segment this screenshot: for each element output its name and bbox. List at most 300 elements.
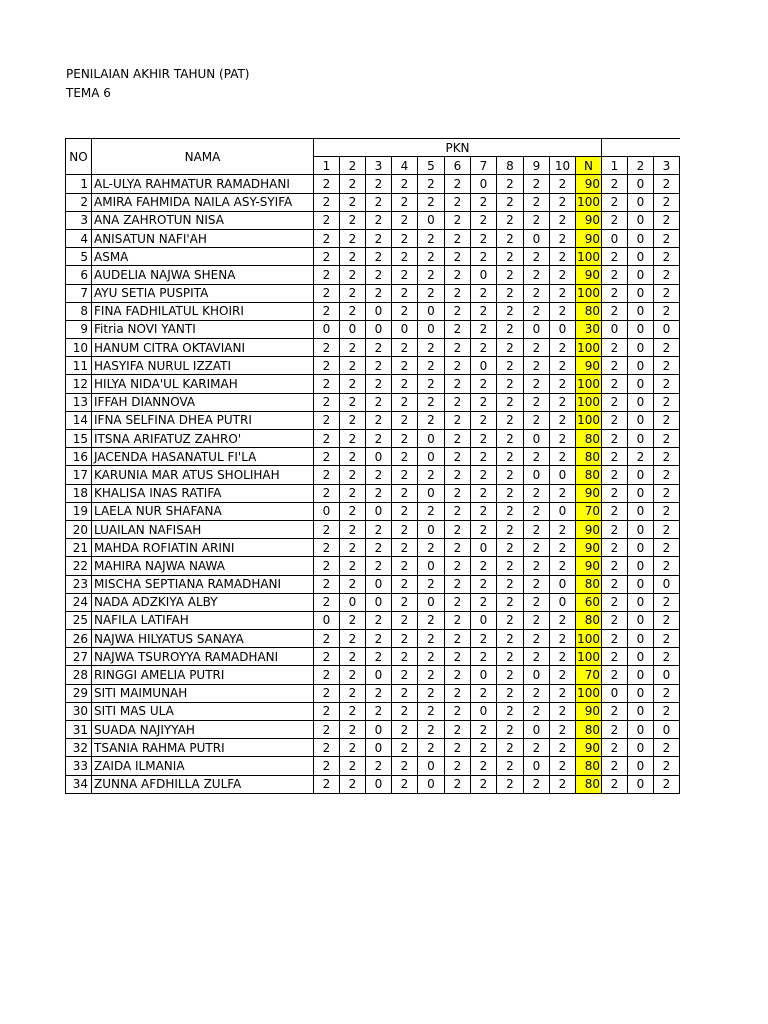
- next-item-score: 2: [654, 193, 680, 211]
- row-number: 26: [66, 630, 92, 648]
- table-row: [66, 666, 680, 684]
- item-score: 2: [445, 702, 471, 720]
- item-score: 2: [314, 375, 340, 393]
- next-item-score: 2: [602, 266, 628, 284]
- table-row: [66, 339, 680, 357]
- item-score: 2: [314, 266, 340, 284]
- row-number: 6: [66, 266, 92, 284]
- total-score: 90: [576, 557, 602, 575]
- item-score: 2: [445, 539, 471, 557]
- item-header: 1: [314, 157, 340, 175]
- next-item-score: 2: [602, 302, 628, 320]
- student-name: KARUNIA MAR ATUS SHOLIHAH: [92, 466, 314, 484]
- next-item-score: 2: [602, 248, 628, 266]
- row-number: 19: [66, 502, 92, 520]
- student-name: MAHIRA NAJWA NAWA: [92, 557, 314, 575]
- item-score: 2: [314, 302, 340, 320]
- student-name: NAFILA LATIFAH: [92, 611, 314, 629]
- item-score: 2: [471, 520, 497, 538]
- table-row: [66, 248, 680, 266]
- next-item-score: 0: [628, 593, 654, 611]
- item-score: 2: [340, 357, 366, 375]
- item-score: 2: [314, 684, 340, 702]
- item-score: 2: [497, 393, 524, 411]
- item-score: 2: [550, 248, 576, 266]
- next-item-score: 2: [654, 211, 680, 229]
- item-score: 2: [550, 702, 576, 720]
- total-score: 80: [576, 430, 602, 448]
- student-name: ITSNA ARIFATUZ ZAHRO': [92, 430, 314, 448]
- item-score: 2: [524, 302, 550, 320]
- student-name: JACENDA HASANATUL FI'LA: [92, 448, 314, 466]
- item-score: 2: [445, 248, 471, 266]
- item-score: 2: [366, 229, 392, 247]
- total-score: 90: [576, 739, 602, 757]
- item-score: 2: [392, 739, 418, 757]
- item-score: 2: [340, 775, 366, 793]
- item-score: 2: [497, 466, 524, 484]
- next-item-score: 2: [654, 557, 680, 575]
- item-score: 2: [340, 248, 366, 266]
- item-score: 2: [418, 248, 445, 266]
- next-item-score: 0: [628, 393, 654, 411]
- item-score: 2: [445, 684, 471, 702]
- item-score: 2: [445, 466, 471, 484]
- next-item-score: 0: [628, 648, 654, 666]
- item-score: 2: [366, 611, 392, 629]
- item-score: 2: [471, 630, 497, 648]
- item-score: 2: [392, 775, 418, 793]
- item-score: 2: [314, 575, 340, 593]
- table-row: [66, 775, 680, 793]
- item-score: 2: [418, 175, 445, 193]
- item-score: 2: [550, 739, 576, 757]
- item-header: 10: [550, 157, 576, 175]
- column-header-name: NAMA: [92, 139, 314, 175]
- item-score: 2: [445, 175, 471, 193]
- item-score: 2: [497, 721, 524, 739]
- item-score: 2: [340, 502, 366, 520]
- item-score: 2: [366, 357, 392, 375]
- total-score: 100: [576, 648, 602, 666]
- total-score: 100: [576, 339, 602, 357]
- item-score: 2: [340, 611, 366, 629]
- next-item-score: 2: [654, 684, 680, 702]
- table-row: [66, 648, 680, 666]
- table-row: [66, 466, 680, 484]
- item-score: 2: [550, 284, 576, 302]
- next-item-score: 2: [602, 339, 628, 357]
- table-row: [66, 557, 680, 575]
- item-score: 0: [524, 320, 550, 338]
- item-score: 2: [497, 520, 524, 538]
- row-number: 9: [66, 320, 92, 338]
- item-score: 2: [524, 539, 550, 557]
- next-item-score: 2: [602, 739, 628, 757]
- row-number: 10: [66, 339, 92, 357]
- item-score: 2: [550, 229, 576, 247]
- item-score: 0: [366, 739, 392, 757]
- item-score: 2: [550, 175, 576, 193]
- item-score: 0: [471, 611, 497, 629]
- item-score: 2: [445, 484, 471, 502]
- next-item-score: 0: [628, 611, 654, 629]
- item-score: 2: [340, 448, 366, 466]
- item-header: 4: [392, 157, 418, 175]
- next-item-score: 2: [654, 448, 680, 466]
- item-score: 2: [366, 466, 392, 484]
- student-name: KHALISA INAS RATIFA: [92, 484, 314, 502]
- total-score: 100: [576, 411, 602, 429]
- item-score: 2: [340, 466, 366, 484]
- item-score: 2: [366, 393, 392, 411]
- item-score: 2: [524, 739, 550, 757]
- next-item-score: 0: [628, 229, 654, 247]
- total-score: 70: [576, 666, 602, 684]
- table-row: [66, 211, 680, 229]
- item-score: 0: [524, 666, 550, 684]
- student-name: AUDELIA NAJWA SHENA: [92, 266, 314, 284]
- next-item-score: 0: [628, 466, 654, 484]
- item-score: 2: [314, 393, 340, 411]
- next-item-score: 2: [654, 302, 680, 320]
- item-score: 2: [445, 520, 471, 538]
- item-score: 2: [314, 630, 340, 648]
- score-header: N: [576, 157, 602, 175]
- row-number: 5: [66, 248, 92, 266]
- item-score: 2: [497, 666, 524, 684]
- item-score: 2: [524, 557, 550, 575]
- item-score: 2: [550, 775, 576, 793]
- student-name: ZAIDA ILMANIA: [92, 757, 314, 775]
- item-score: 2: [445, 211, 471, 229]
- item-score: 2: [445, 557, 471, 575]
- item-score: 2: [392, 393, 418, 411]
- item-score: 2: [314, 193, 340, 211]
- next-item-score: 2: [602, 193, 628, 211]
- item-score: 0: [418, 593, 445, 611]
- row-number: 20: [66, 520, 92, 538]
- next-item-score: 2: [602, 484, 628, 502]
- item-score: 2: [340, 557, 366, 575]
- item-score: 2: [550, 684, 576, 702]
- item-score: 2: [550, 448, 576, 466]
- total-score: 100: [576, 248, 602, 266]
- header-row-group: [66, 139, 680, 157]
- item-score: 2: [524, 339, 550, 357]
- row-number: 2: [66, 193, 92, 211]
- item-score: 2: [524, 520, 550, 538]
- next-item-score: 2: [602, 775, 628, 793]
- item-score: 2: [445, 739, 471, 757]
- item-score: 2: [340, 575, 366, 593]
- item-score: 2: [314, 466, 340, 484]
- item-score: 2: [392, 375, 418, 393]
- item-header: 5: [418, 157, 445, 175]
- item-score: 2: [392, 484, 418, 502]
- item-score: 0: [366, 502, 392, 520]
- item-score: 2: [497, 648, 524, 666]
- next-item-score: 0: [654, 320, 680, 338]
- item-score: 2: [340, 739, 366, 757]
- item-score: 2: [418, 611, 445, 629]
- row-number: 34: [66, 775, 92, 793]
- total-score: 80: [576, 302, 602, 320]
- item-score: 2: [497, 702, 524, 720]
- item-score: 0: [524, 229, 550, 247]
- student-name: AMIRA FAHMIDA NAILA ASY-SYIFA: [92, 193, 314, 211]
- table-row: [66, 484, 680, 502]
- item-score: 2: [340, 757, 366, 775]
- item-score: 2: [418, 575, 445, 593]
- next-item-score: 2: [602, 502, 628, 520]
- next-item-score: 2: [654, 430, 680, 448]
- item-score: 2: [392, 229, 418, 247]
- student-name: ASMA: [92, 248, 314, 266]
- item-score: 2: [392, 175, 418, 193]
- row-number: 28: [66, 666, 92, 684]
- student-name: NADA ADZKIYA ALBY: [92, 593, 314, 611]
- item-score: 2: [366, 539, 392, 557]
- item-score: 0: [524, 757, 550, 775]
- item-score: 2: [524, 648, 550, 666]
- next-item-score: 2: [654, 520, 680, 538]
- item-score: 2: [314, 411, 340, 429]
- item-score: 2: [497, 757, 524, 775]
- item-score: 2: [392, 430, 418, 448]
- next-item-score: 0: [628, 248, 654, 266]
- next-item-score: 0: [628, 520, 654, 538]
- item-score: 2: [366, 175, 392, 193]
- next-item-score: 2: [654, 611, 680, 629]
- student-name: Fitria NOVI YANTI: [92, 320, 314, 338]
- item-score: 2: [392, 520, 418, 538]
- next-item-score: 2: [602, 630, 628, 648]
- item-score: 2: [392, 684, 418, 702]
- item-score: 0: [392, 320, 418, 338]
- item-score: 2: [445, 611, 471, 629]
- item-score: 2: [314, 648, 340, 666]
- item-score: 2: [550, 757, 576, 775]
- row-number: 4: [66, 229, 92, 247]
- item-score: 2: [418, 375, 445, 393]
- item-score: 2: [445, 630, 471, 648]
- total-score: 80: [576, 466, 602, 484]
- item-score: 0: [418, 430, 445, 448]
- item-score: 0: [366, 593, 392, 611]
- table-row: [66, 302, 680, 320]
- item-score: 0: [418, 775, 445, 793]
- item-score: 2: [445, 757, 471, 775]
- item-score: 2: [445, 375, 471, 393]
- item-score: 2: [366, 375, 392, 393]
- item-score: 2: [418, 739, 445, 757]
- next-item-score: 2: [602, 175, 628, 193]
- row-number: 7: [66, 284, 92, 302]
- item-score: 2: [392, 593, 418, 611]
- item-score: 0: [550, 575, 576, 593]
- next-item-score: 0: [628, 357, 654, 375]
- item-score: 2: [314, 430, 340, 448]
- next-item-score: 0: [628, 757, 654, 775]
- item-score: 2: [471, 593, 497, 611]
- next-item-score: 2: [654, 248, 680, 266]
- row-number: 25: [66, 611, 92, 629]
- item-score: 2: [392, 575, 418, 593]
- item-score: 2: [314, 593, 340, 611]
- item-score: 2: [471, 430, 497, 448]
- item-score: 2: [445, 339, 471, 357]
- item-score: 0: [418, 448, 445, 466]
- item-score: 2: [471, 466, 497, 484]
- next-item-score: 0: [602, 320, 628, 338]
- item-score: 2: [392, 193, 418, 211]
- item-score: 2: [445, 593, 471, 611]
- row-number: 21: [66, 539, 92, 557]
- item-score: 2: [418, 266, 445, 284]
- next-item-score: 2: [654, 411, 680, 429]
- item-header: 2: [340, 157, 366, 175]
- next-item-score: 2: [602, 721, 628, 739]
- item-score: 0: [471, 266, 497, 284]
- table-row: [66, 520, 680, 538]
- next-item-score: 2: [654, 484, 680, 502]
- item-score: 2: [314, 484, 340, 502]
- item-score: 2: [418, 630, 445, 648]
- item-score: 0: [366, 448, 392, 466]
- item-score: 2: [497, 284, 524, 302]
- item-score: 2: [366, 284, 392, 302]
- row-number: 23: [66, 575, 92, 593]
- item-score: 2: [471, 193, 497, 211]
- item-score: 2: [340, 539, 366, 557]
- item-score: 2: [418, 357, 445, 375]
- item-score: 2: [418, 193, 445, 211]
- next-item-score: 2: [654, 466, 680, 484]
- next-item-score: 2: [654, 775, 680, 793]
- row-number: 13: [66, 393, 92, 411]
- student-name: ANA ZAHROTUN NISA: [92, 211, 314, 229]
- item-score: 2: [392, 611, 418, 629]
- item-score: 2: [524, 284, 550, 302]
- item-score: 2: [445, 284, 471, 302]
- item-score: 2: [497, 211, 524, 229]
- item-score: 2: [497, 575, 524, 593]
- item-score: 2: [366, 520, 392, 538]
- item-score: 0: [550, 320, 576, 338]
- table-row: [66, 430, 680, 448]
- item-score: 0: [366, 721, 392, 739]
- item-score: 2: [418, 411, 445, 429]
- next-item-score: 0: [602, 684, 628, 702]
- item-score: 2: [497, 357, 524, 375]
- next-item-score: 2: [602, 357, 628, 375]
- student-name: NAJWA TSUROYYA RAMADHANI: [92, 648, 314, 666]
- next-item-header: 3: [654, 157, 680, 175]
- student-name: AYU SETIA PUSPITA: [92, 284, 314, 302]
- student-name: HANUM CITRA OKTAVIANI: [92, 339, 314, 357]
- next-item-score: 0: [628, 339, 654, 357]
- item-score: 2: [340, 375, 366, 393]
- item-score: 0: [314, 611, 340, 629]
- item-score: 2: [314, 229, 340, 247]
- item-score: 2: [340, 302, 366, 320]
- item-score: 0: [471, 357, 497, 375]
- row-number: 31: [66, 721, 92, 739]
- table-row: [66, 593, 680, 611]
- item-score: 2: [471, 229, 497, 247]
- next-item-score: 0: [628, 430, 654, 448]
- total-score: 60: [576, 593, 602, 611]
- next-item-score: 0: [628, 175, 654, 193]
- item-score: 2: [497, 630, 524, 648]
- item-score: 0: [366, 302, 392, 320]
- next-item-score: 2: [602, 211, 628, 229]
- row-number: 27: [66, 648, 92, 666]
- item-score: 2: [366, 430, 392, 448]
- item-score: 2: [550, 302, 576, 320]
- row-number: 17: [66, 466, 92, 484]
- item-score: 2: [550, 430, 576, 448]
- item-score: 0: [366, 666, 392, 684]
- item-header: 9: [524, 157, 550, 175]
- next-item-score: 2: [602, 430, 628, 448]
- total-score: 90: [576, 175, 602, 193]
- column-header-next-group: [602, 139, 680, 157]
- item-score: 0: [524, 721, 550, 739]
- next-item-score: 2: [602, 666, 628, 684]
- total-score: 90: [576, 702, 602, 720]
- next-item-score: 2: [602, 648, 628, 666]
- item-score: 0: [524, 430, 550, 448]
- total-score: 80: [576, 721, 602, 739]
- row-number: 29: [66, 684, 92, 702]
- item-score: 2: [366, 193, 392, 211]
- document-subtitle: TEMA 6: [66, 86, 111, 100]
- item-score: 2: [392, 411, 418, 429]
- item-score: 2: [497, 775, 524, 793]
- total-score: 90: [576, 520, 602, 538]
- next-item-score: 2: [654, 357, 680, 375]
- table-row: [66, 630, 680, 648]
- next-item-score: 2: [602, 539, 628, 557]
- table-row: [66, 357, 680, 375]
- table-row: [66, 175, 680, 193]
- item-score: 2: [392, 757, 418, 775]
- item-score: 2: [366, 648, 392, 666]
- table-row: [66, 702, 680, 720]
- item-score: 2: [418, 393, 445, 411]
- item-score: 2: [392, 448, 418, 466]
- item-score: 2: [340, 175, 366, 193]
- item-score: 2: [314, 284, 340, 302]
- item-score: 2: [366, 702, 392, 720]
- item-score: 2: [524, 175, 550, 193]
- item-score: 2: [418, 284, 445, 302]
- item-score: 2: [471, 375, 497, 393]
- item-score: 2: [445, 411, 471, 429]
- row-number: 24: [66, 593, 92, 611]
- total-score: 100: [576, 375, 602, 393]
- student-name: HILYA NIDA'UL KARIMAH: [92, 375, 314, 393]
- item-score: 2: [524, 211, 550, 229]
- item-score: 2: [550, 630, 576, 648]
- item-score: 0: [314, 502, 340, 520]
- item-score: 2: [550, 666, 576, 684]
- student-name: NAJWA HILYATUS SANAYA: [92, 630, 314, 648]
- student-name: HASYIFA NURUL IZZATI: [92, 357, 314, 375]
- item-score: 2: [471, 484, 497, 502]
